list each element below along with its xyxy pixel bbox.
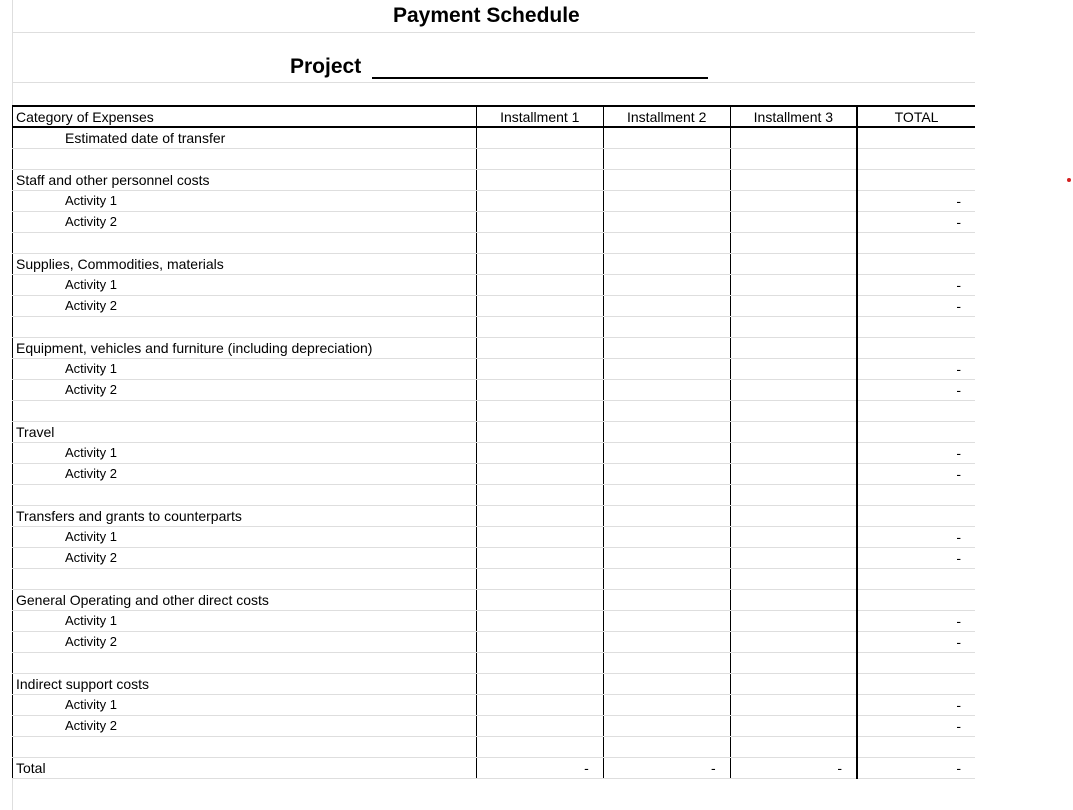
category-row: [13, 253, 976, 274]
activity-row: [13, 715, 976, 736]
installment-3-cell[interactable]: [730, 610, 857, 631]
installment-3-cell[interactable]: [730, 337, 857, 358]
grand-total[interactable]: -: [857, 757, 975, 778]
installment-2-cell[interactable]: [603, 274, 730, 295]
installment-1-cell[interactable]: [476, 190, 603, 211]
activity-row: [13, 631, 976, 652]
category-name[interactable]: Travel: [13, 421, 477, 442]
installment-3-cell[interactable]: [730, 526, 857, 547]
total-cell[interactable]: -: [857, 379, 975, 400]
installment-1-cell[interactable]: [476, 274, 603, 295]
installment-2-cell[interactable]: [603, 631, 730, 652]
installment-1-cell[interactable]: [476, 211, 603, 232]
activity-label[interactable]: Activity 2: [13, 211, 477, 232]
installment-3-cell[interactable]: [730, 148, 857, 169]
category-cell[interactable]: [13, 232, 477, 253]
category-row: [13, 169, 976, 190]
installment-2-cell[interactable]: [603, 589, 730, 610]
installment-2-cell[interactable]: [603, 442, 730, 463]
installment-3-cell[interactable]: [730, 190, 857, 211]
installment-3-cell[interactable]: [730, 547, 857, 568]
activity-label[interactable]: Activity 1: [13, 442, 477, 463]
estimated-date-inst2-cell[interactable]: [603, 127, 730, 148]
category-name[interactable]: Transfers and grants to counterparts: [13, 505, 477, 526]
estimated-date-total-cell[interactable]: [857, 127, 975, 148]
activity-row: [13, 190, 976, 211]
activity-label[interactable]: Activity 1: [13, 526, 477, 547]
total-label[interactable]: Total: [13, 757, 477, 778]
grid-line: [12, 32, 975, 33]
installment-2-total[interactable]: -: [603, 757, 730, 778]
installment-2-cell[interactable]: [603, 316, 730, 337]
installment-2-cell[interactable]: [603, 484, 730, 505]
payment-schedule-table: [12, 105, 975, 779]
category-name[interactable]: Indirect support costs: [13, 673, 477, 694]
total-cell[interactable]: [857, 148, 975, 169]
installment-3-cell[interactable]: [730, 694, 857, 715]
installment-2-cell[interactable]: [603, 652, 730, 673]
spacer-row: [13, 400, 976, 421]
total-cell[interactable]: -: [857, 211, 975, 232]
total-cell[interactable]: [857, 652, 975, 673]
installment-3-cell[interactable]: [730, 631, 857, 652]
header-category[interactable]: Category of Expenses: [13, 106, 477, 127]
installment-3-cell[interactable]: [730, 295, 857, 316]
activity-label[interactable]: Activity 1: [13, 190, 477, 211]
project-label: Project: [290, 55, 362, 78]
installment-3-cell[interactable]: [730, 379, 857, 400]
installment-1-cell[interactable]: [476, 526, 603, 547]
total-cell[interactable]: [857, 316, 975, 337]
estimated-date-inst1-cell[interactable]: [476, 127, 603, 148]
installment-1-cell[interactable]: [476, 694, 603, 715]
header-row: [13, 106, 976, 127]
installment-1-cell[interactable]: [476, 547, 603, 568]
category-cell[interactable]: [13, 568, 477, 589]
estimated-date-row: [13, 127, 976, 148]
total-cell[interactable]: [857, 400, 975, 421]
installment-1-cell[interactable]: [476, 169, 603, 190]
spacer-row: [13, 484, 976, 505]
installment-1-cell[interactable]: [476, 442, 603, 463]
table-body: [13, 127, 976, 778]
installment-1-cell[interactable]: [476, 589, 603, 610]
activity-label[interactable]: Activity 1: [13, 694, 477, 715]
installment-2-cell[interactable]: [603, 148, 730, 169]
total-cell[interactable]: [857, 673, 975, 694]
installment-3-cell[interactable]: [730, 442, 857, 463]
estimated-date-label[interactable]: Estimated date of transfer: [13, 127, 477, 148]
installment-2-cell[interactable]: [603, 253, 730, 274]
page-title: Payment Schedule: [393, 4, 580, 27]
installment-2-cell[interactable]: [603, 673, 730, 694]
total-cell[interactable]: -: [857, 631, 975, 652]
installment-2-cell[interactable]: [603, 547, 730, 568]
activity-label[interactable]: Activity 2: [13, 463, 477, 484]
installment-1-cell[interactable]: [476, 232, 603, 253]
installment-3-cell[interactable]: [730, 736, 857, 757]
total-cell[interactable]: [857, 589, 975, 610]
installment-3-cell[interactable]: [730, 169, 857, 190]
category-cell[interactable]: [13, 316, 477, 337]
installment-1-cell[interactable]: [476, 673, 603, 694]
total-cell[interactable]: [857, 421, 975, 442]
installment-3-cell[interactable]: [730, 652, 857, 673]
activity-label[interactable]: Activity 1: [13, 274, 477, 295]
category-cell[interactable]: [13, 652, 477, 673]
total-cell[interactable]: -: [857, 274, 975, 295]
installment-3-cell[interactable]: [730, 484, 857, 505]
installment-1-cell[interactable]: [476, 652, 603, 673]
total-cell[interactable]: -: [857, 295, 975, 316]
installment-3-cell[interactable]: [730, 715, 857, 736]
category-cell[interactable]: [13, 400, 477, 421]
activity-row: [13, 379, 976, 400]
activity-label[interactable]: Activity 2: [13, 631, 477, 652]
installment-2-cell[interactable]: [603, 169, 730, 190]
category-cell[interactable]: [13, 148, 477, 169]
installment-1-cell[interactable]: [476, 337, 603, 358]
spacer-row: [13, 736, 976, 757]
activity-label[interactable]: Activity 2: [13, 715, 477, 736]
installment-1-cell[interactable]: [476, 568, 603, 589]
installment-2-cell[interactable]: [603, 232, 730, 253]
total-cell[interactable]: [857, 505, 975, 526]
installment-3-cell[interactable]: [730, 400, 857, 421]
installment-1-cell[interactable]: [476, 148, 603, 169]
activity-label[interactable]: Activity 2: [13, 295, 477, 316]
red-marker-dot: [1067, 178, 1071, 182]
grid-line: [12, 82, 975, 83]
total-cell[interactable]: -: [857, 694, 975, 715]
category-row: [13, 421, 976, 442]
installment-1-cell[interactable]: [476, 505, 603, 526]
installment-1-cell[interactable]: [476, 253, 603, 274]
activity-row: [13, 358, 976, 379]
installment-2-cell[interactable]: [603, 379, 730, 400]
category-name[interactable]: Staff and other personnel costs: [13, 169, 477, 190]
installment-2-cell[interactable]: [603, 295, 730, 316]
project-name-blank[interactable]: [372, 77, 708, 79]
activity-row: [13, 526, 976, 547]
installment-1-cell[interactable]: [476, 379, 603, 400]
activity-row: [13, 274, 976, 295]
installment-1-total[interactable]: -: [476, 757, 603, 778]
installment-2-cell[interactable]: [603, 421, 730, 442]
activity-label[interactable]: Activity 2: [13, 547, 477, 568]
header-installment-1[interactable]: Installment 1: [476, 106, 603, 127]
activity-row: [13, 694, 976, 715]
installment-2-cell[interactable]: [603, 211, 730, 232]
installment-2-cell[interactable]: [603, 694, 730, 715]
category-cell[interactable]: [13, 484, 477, 505]
activity-row: [13, 610, 976, 631]
total-cell[interactable]: [857, 484, 975, 505]
installment-3-cell[interactable]: [730, 673, 857, 694]
installment-3-cell[interactable]: [730, 421, 857, 442]
spacer-row: [13, 652, 976, 673]
installment-3-cell[interactable]: [730, 274, 857, 295]
category-row: [13, 673, 976, 694]
estimated-date-inst3-cell[interactable]: [730, 127, 857, 148]
installment-3-total[interactable]: -: [730, 757, 857, 778]
installment-2-cell[interactable]: [603, 568, 730, 589]
installment-3-cell[interactable]: [730, 589, 857, 610]
installment-1-cell[interactable]: [476, 715, 603, 736]
installment-2-cell[interactable]: [603, 463, 730, 484]
category-name[interactable]: General Operating and other direct costs: [13, 589, 477, 610]
category-name[interactable]: Supplies, Commodities, materials: [13, 253, 477, 274]
total-cell[interactable]: -: [857, 547, 975, 568]
installment-3-cell[interactable]: [730, 211, 857, 232]
total-cell[interactable]: -: [857, 463, 975, 484]
category-row: [13, 337, 976, 358]
installment-3-cell[interactable]: [730, 463, 857, 484]
installment-1-cell[interactable]: [476, 631, 603, 652]
installment-2-cell[interactable]: [603, 610, 730, 631]
installment-1-cell[interactable]: [476, 295, 603, 316]
spacer-row: [13, 232, 976, 253]
installment-2-cell[interactable]: [603, 526, 730, 547]
installment-3-cell[interactable]: [730, 358, 857, 379]
installment-1-cell[interactable]: [476, 400, 603, 421]
activity-row: [13, 211, 976, 232]
installment-3-cell[interactable]: [730, 232, 857, 253]
activity-label[interactable]: Activity 1: [13, 610, 477, 631]
installment-3-cell[interactable]: [730, 568, 857, 589]
installment-3-cell[interactable]: [730, 253, 857, 274]
activity-row: [13, 442, 976, 463]
category-cell[interactable]: [13, 736, 477, 757]
total-cell[interactable]: -: [857, 442, 975, 463]
header-installment-3[interactable]: Installment 3: [730, 106, 857, 127]
installment-1-cell[interactable]: [476, 610, 603, 631]
installment-2-cell[interactable]: [603, 358, 730, 379]
activity-row: [13, 463, 976, 484]
header-installment-2[interactable]: Installment 2: [603, 106, 730, 127]
installment-2-cell[interactable]: [603, 715, 730, 736]
installment-1-cell[interactable]: [476, 484, 603, 505]
total-cell[interactable]: -: [857, 610, 975, 631]
activity-row: [13, 547, 976, 568]
activity-label[interactable]: Activity 1: [13, 358, 477, 379]
total-cell[interactable]: [857, 337, 975, 358]
installment-3-cell[interactable]: [730, 505, 857, 526]
installment-1-cell[interactable]: [476, 463, 603, 484]
spacer-row: [13, 148, 976, 169]
total-cell[interactable]: -: [857, 715, 975, 736]
category-row: [13, 505, 976, 526]
installment-1-cell[interactable]: [476, 421, 603, 442]
installment-2-cell[interactable]: [603, 190, 730, 211]
category-name[interactable]: Equipment, vehicles and furniture (including depreciation): [13, 337, 477, 358]
installment-1-cell[interactable]: [476, 358, 603, 379]
total-cell[interactable]: [857, 253, 975, 274]
installment-2-cell[interactable]: [603, 505, 730, 526]
installment-2-cell[interactable]: [603, 400, 730, 421]
spacer-row: [13, 316, 976, 337]
total-cell[interactable]: -: [857, 190, 975, 211]
total-row: [13, 757, 976, 778]
total-cell[interactable]: [857, 232, 975, 253]
activity-row: [13, 295, 976, 316]
installment-1-cell[interactable]: [476, 736, 603, 757]
total-cell[interactable]: -: [857, 526, 975, 547]
activity-label[interactable]: Activity 2: [13, 379, 477, 400]
header-total[interactable]: TOTAL: [857, 106, 975, 127]
installment-2-cell[interactable]: [603, 337, 730, 358]
total-cell[interactable]: [857, 736, 975, 757]
installment-2-cell[interactable]: [603, 736, 730, 757]
installment-1-cell[interactable]: [476, 316, 603, 337]
spacer-row: [13, 568, 976, 589]
category-row: [13, 589, 976, 610]
total-cell[interactable]: -: [857, 358, 975, 379]
total-cell[interactable]: [857, 568, 975, 589]
total-cell[interactable]: [857, 169, 975, 190]
installment-3-cell[interactable]: [730, 316, 857, 337]
